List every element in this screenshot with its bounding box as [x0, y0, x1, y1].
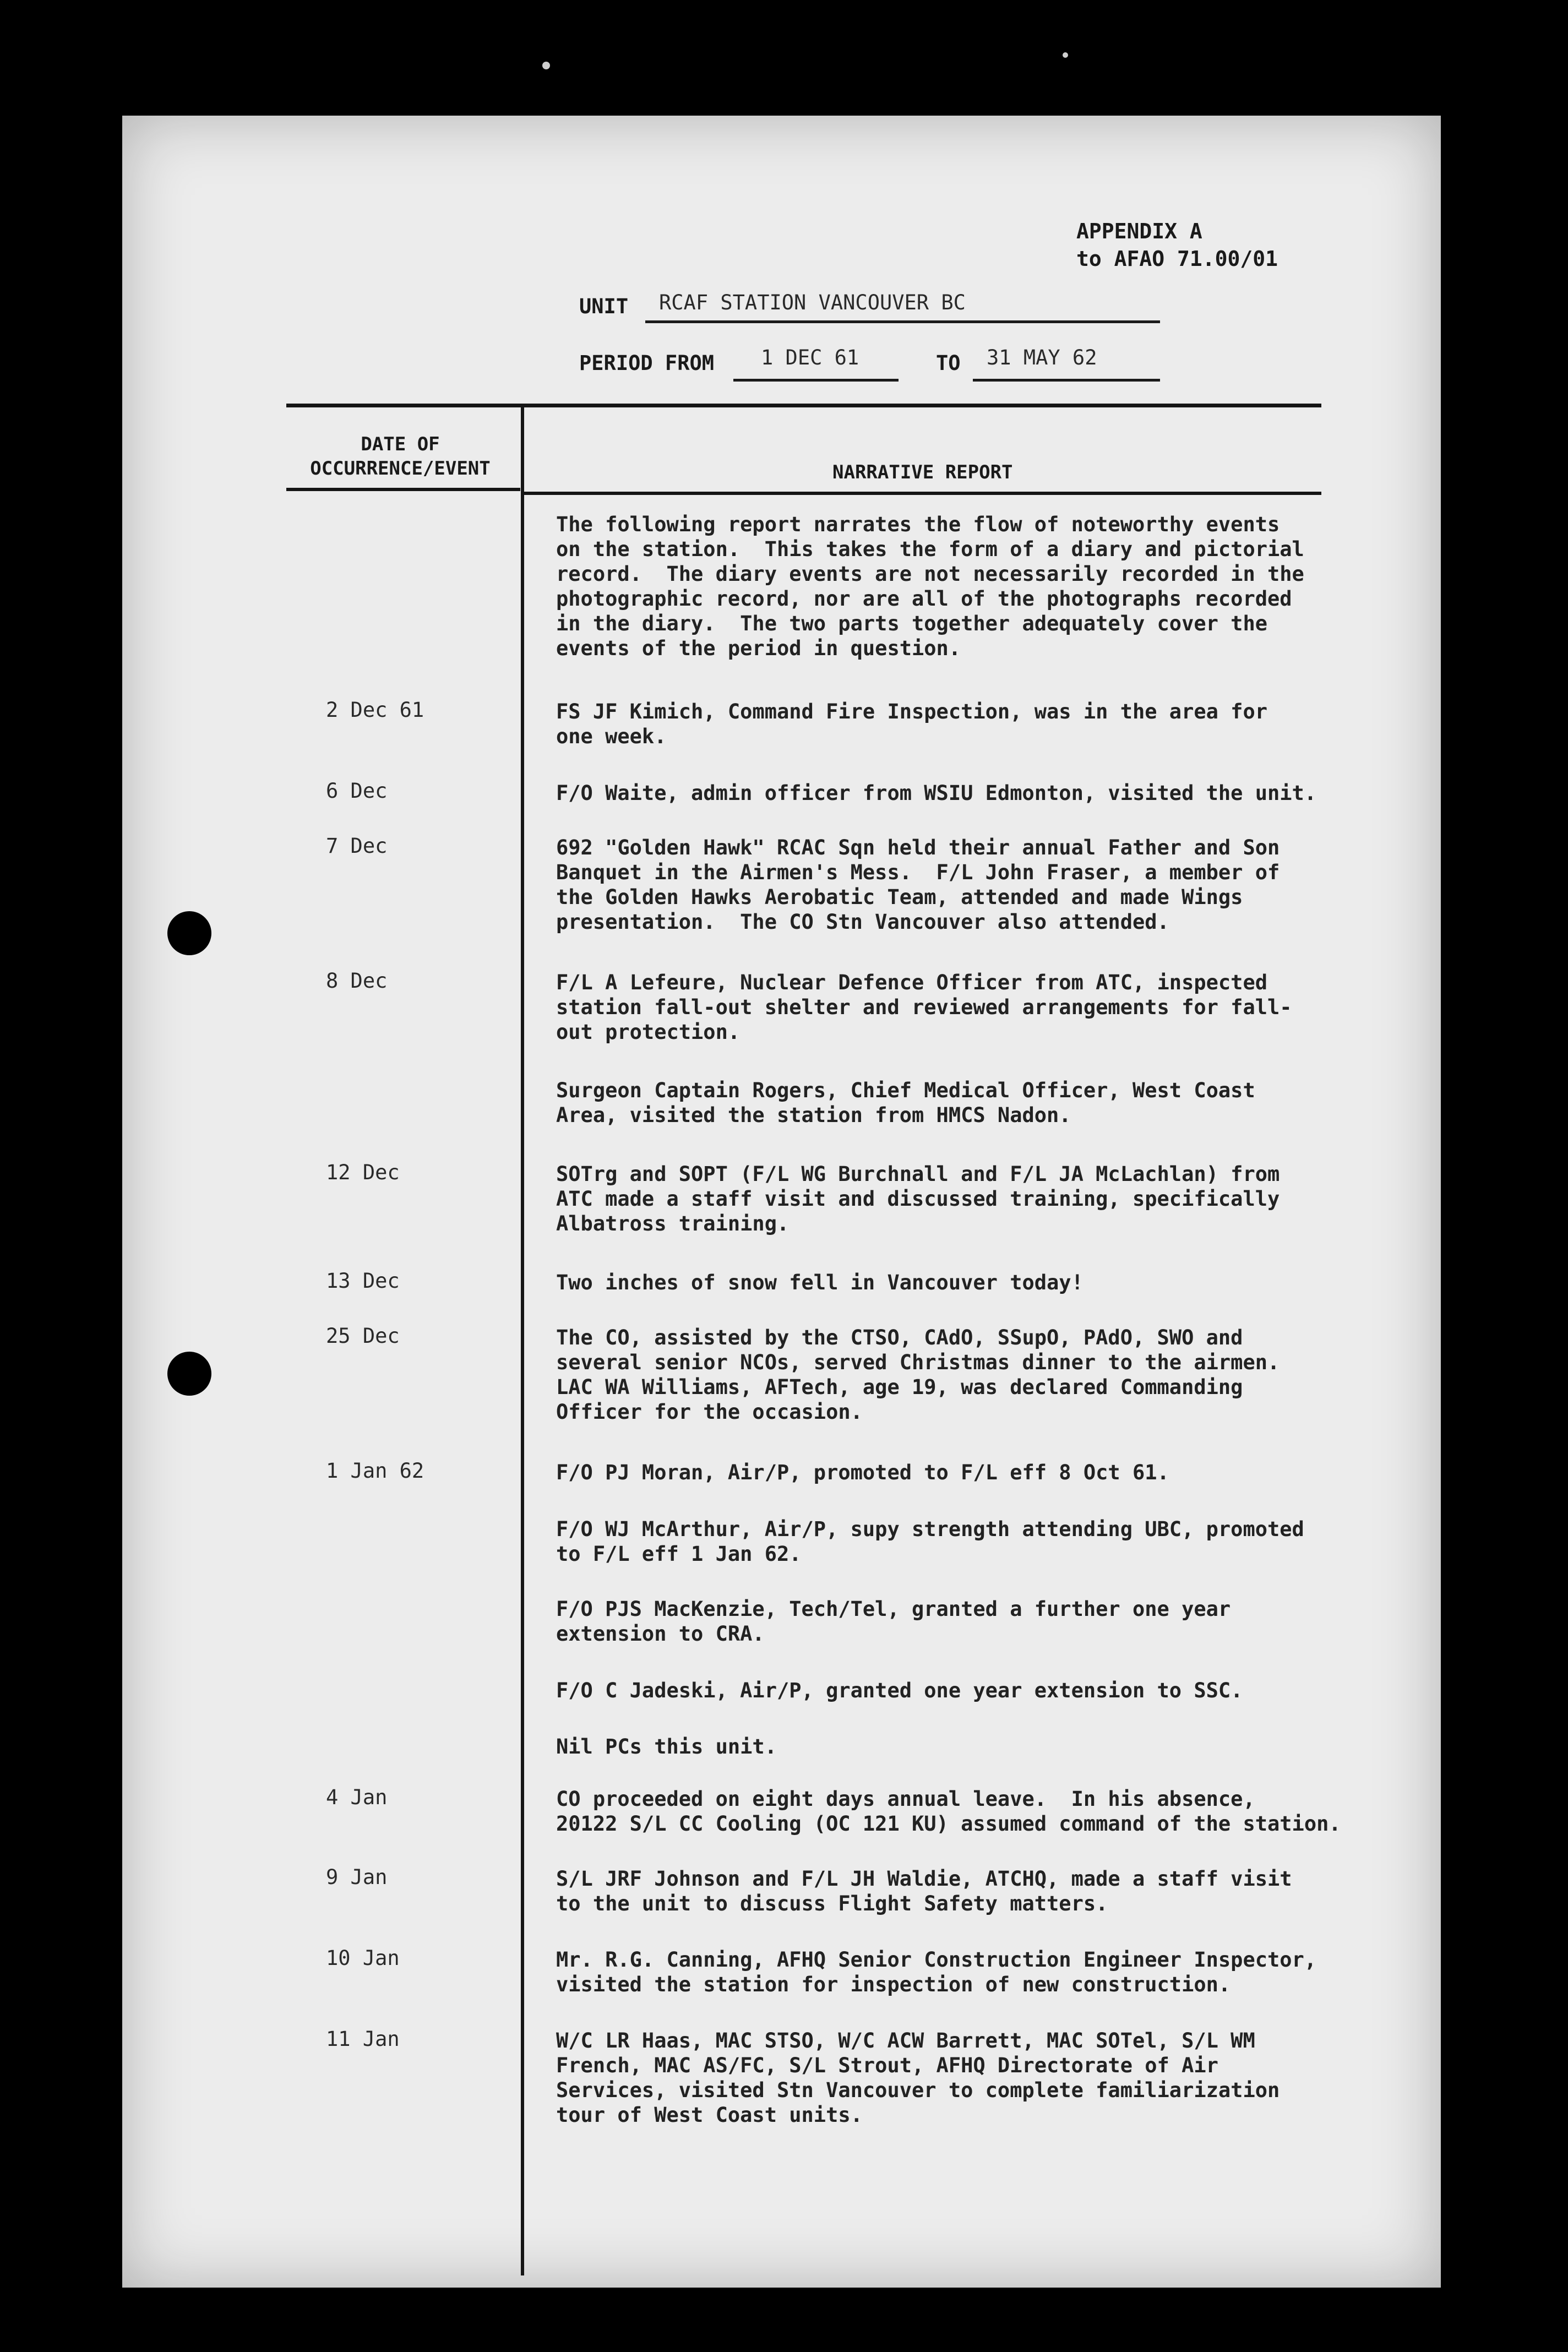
period-from-value: 1 DEC 61 — [761, 346, 859, 369]
entry-text: CO proceeded on eight days annual leave. In his absence, 20122 S/L CC Cooling (OC 121 KU) assumed command of the station. — [556, 1787, 1341, 1836]
entry-date: 4 Jan — [326, 1785, 388, 1809]
entry-text: The CO, assisted by the CTSO, CAdO, SSupO, PAdO, SWO and several senior NCOs, served Christmas dinner to the airmen. LAC WA Williams, AFTech, age 19, was declared Commanding Officer for the occasion. — [556, 1326, 1280, 1424]
punch-hole-upper — [167, 911, 211, 955]
entry-text: F/L A Lefeure, Nuclear Defence Officer from ATC, inspected station fall-out shelter and reviewed arrangements for fall- out protection. — [556, 971, 1292, 1044]
entry-date: 11 Jan — [326, 2027, 400, 2051]
period-to-value: 31 MAY 62 — [987, 346, 1097, 369]
entry-text: Surgeon Captain Rogers, Chief Medical Officer, West Coast Area, visited the station from HMCS Nadon. — [556, 1079, 1255, 1127]
punch-hole-lower — [167, 1352, 211, 1396]
entry-text: F/O PJS MacKenzie, Tech/Tel, granted a further one year extension to CRA. — [556, 1597, 1231, 1646]
unit-underline — [645, 320, 1160, 323]
entry-text: SOTrg and SOPT (F/L WG Burchnall and F/L JA McLachlan) from ATC made a staff visit and discussed training, specifically Albatross training. — [556, 1162, 1280, 1235]
narrative-column-heading: NARRATIVE REPORT — [832, 461, 1013, 483]
entry-date: 25 Dec — [326, 1324, 400, 1348]
entry-date: 13 Dec — [326, 1269, 400, 1293]
entry-text: Two inches of snow fell in Vancouver today! — [556, 1271, 1084, 1294]
film-speck — [1063, 52, 1068, 58]
document-page — [122, 116, 1441, 2288]
unit-value: RCAF STATION VANCOUVER BC — [659, 291, 966, 314]
entry-text: W/C LR Haas, MAC STSO, W/C ACW Barrett, MAC SOTel, S/L WM French, MAC AS/FC, S/L Strout, AFHQ Directorate of Air Services, visited Stn Vancouver to complete familiarization tour of West Coast units. — [556, 2029, 1280, 2127]
period-to-label: TO — [936, 351, 961, 375]
film-speck — [542, 62, 550, 69]
appendix-title: APPENDIX A — [1076, 219, 1202, 243]
entry-text: Mr. R.G. Canning, AFHQ Senior Construction Engineer Inspector, visited the station for inspection of new construction. — [556, 1948, 1317, 1996]
entry-date: 12 Dec — [326, 1161, 400, 1184]
period-from-label: PERIOD FROM — [579, 351, 715, 375]
period-from-underline — [733, 379, 899, 382]
entry-date: 8 Dec — [326, 969, 388, 993]
entry-text: Nil PCs this unit. — [556, 1735, 777, 1758]
entry-date: 9 Jan — [326, 1865, 388, 1889]
entry-date: 1 Jan 62 — [326, 1459, 424, 1483]
entry-text: F/O C Jadeski, Air/P, granted one year extension to SSC. — [556, 1679, 1243, 1702]
entry-text: 692 "Golden Hawk" RCAC Sqn held their annual Father and Son Banquet in the Airmen's Mess. F/L John Fraser, a member of the Golden Hawks Aerobatic Team, attended and made Wings presentation. The CO Stn Vancouver also attended. — [556, 836, 1280, 934]
narrative-heading-underline — [524, 492, 1321, 495]
appendix-reference — [1076, 217, 1278, 273]
entry-text: F/O WJ McArthur, Air/P, supy strength attending UBC, promoted to F/L eff 1 Jan 62. — [556, 1517, 1304, 1566]
entry-date: 7 Dec — [326, 834, 388, 858]
entry-text: FS JF Kimich, Command Fire Inspection, was in the area for one week. — [556, 700, 1268, 748]
entry-date: 2 Dec 61 — [326, 698, 424, 722]
column-divider — [521, 404, 524, 2275]
date-heading-underline — [286, 488, 520, 491]
period-to-underline — [973, 379, 1160, 382]
entry-date: 6 Dec — [326, 779, 388, 803]
intro-paragraph: The following report narrates the flow of noteworthy events on the station. This takes the form of a diary and pictorial record. The diary events are not necessarily recorded in the photographic record, nor are all of the photographs recorded in the diary. The two parts together adequately cover the events of the period in question. — [556, 513, 1304, 660]
entry-text: F/O Waite, admin officer from WSIU Edmonton, visited the unit. — [556, 781, 1317, 805]
unit-label: UNIT — [579, 295, 629, 318]
entry-text: S/L JRF Johnson and F/L JH Waldie, ATCHQ, made a staff visit to the unit to discuss Flight Safety matters. — [556, 1867, 1292, 1915]
date-heading-line2: OCCURRENCE/EVENT — [310, 458, 491, 480]
entry-date: 10 Jan — [326, 1946, 400, 1970]
appendix-order-ref: to AFAO 71.00/01 — [1076, 247, 1278, 271]
date-column-heading — [282, 432, 519, 481]
date-heading-line1: DATE OF — [361, 433, 440, 455]
table-top-rule — [286, 404, 1321, 407]
entry-text: F/O PJ Moran, Air/P, promoted to F/L eff 8 Oct 61. — [556, 1461, 1169, 1484]
